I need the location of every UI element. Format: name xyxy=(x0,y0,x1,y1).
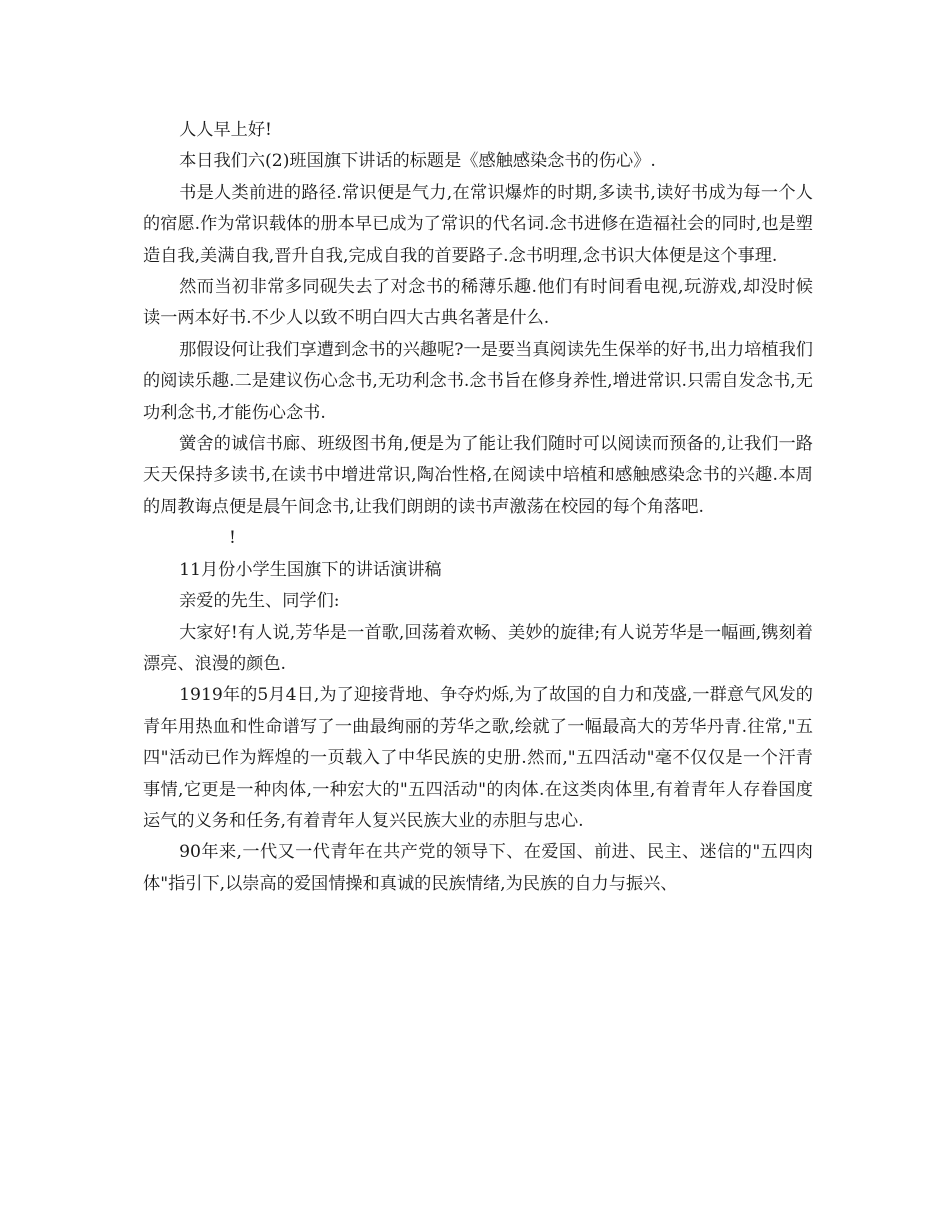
greeting: 人人早上好! xyxy=(179,120,272,140)
speech-title-intro: 本日我们六(2)班国旗下讲话的标题是《感触感染念书的伤心》. xyxy=(179,151,656,172)
salutation: 亲爱的先生、同学们: xyxy=(179,591,340,612)
body-paragraph: 那假设何让我们享遭到念书的兴趣呢?一是要当真阅读先生保举的好书,出力培植我们的阅读乐趣.二是建议伤心念书,无功利念书.念书旨在修身养性,增进常识.只需自发念书,无功利念书,才能伤心念书. xyxy=(143,339,813,423)
body-paragraph: 90年来,一代又一代青年在共产党的领导下、在爱国、前进、民主、迷信的"五四肉体"指引下,以崇高的爱国情操和真诚的民族情绪,为民族的自力与振兴、 xyxy=(143,842,813,894)
section-heading: 11月份小学生国旗下的讲话演讲稿 xyxy=(179,559,442,580)
exclamation-line: ! xyxy=(229,528,236,549)
body-paragraph: 黉舍的诚信书廊、班级图书角,便是为了能让我们随时可以阅读而预备的,让我们一路天天保持多读书,在读书中增进常识,陶冶性格,在阅读中培植和感触感染念书的兴趣.本周的周教诲点便是晨午间念书,让我们朗朗的读书声激荡在校园的每个角落吧. xyxy=(143,434,813,517)
body-paragraph: 然而当初非常多同砚失去了对念书的稀薄乐趣.他们有时间看电视,玩游戏,却没时候读一两本好书.不少人以致不明白四大古典名著是什么. xyxy=(143,277,813,329)
body-paragraph: 书是人类前进的路径.常识便是气力,在常识爆炸的时期,多读书,读好书成为每一个人的宿愿.作为常识载体的册本早已成为了常识的代名词.念书进修在造福社会的同时,也是塑造自我,美满自我,晋升自我,完成自我的首要路子.念书明理,念书识大体便是这个事理. xyxy=(143,182,813,266)
body-paragraph: 大家好!有人说,芳华是一首歌,回荡着欢畅、美妙的旋律;有人说芳华是一幅画,镌刻着漂亮、浪漫的颜色. xyxy=(143,622,813,674)
document-body xyxy=(143,115,813,900)
body-paragraph: 1919年的5月4日,为了迎接背地、争夺灼烁,为了故国的自力和茂盛,一群意气风发的青年用热血和性命谱写了一曲最绚丽的芳华之歌,绘就了一幅最高大的芳华丹青.往常,"五四"活动已作为辉煌的一页载入了中华民族的史册.然而,"五四活动"毫不仅仅是一个汗青事情,它更是一种肉体,一种宏大的"五四活动"的肉体.在这类肉体里,有着青年人存眷国度运气的义务和任务,有着青年人复兴民族大业的赤胆与忠心. xyxy=(143,685,813,831)
